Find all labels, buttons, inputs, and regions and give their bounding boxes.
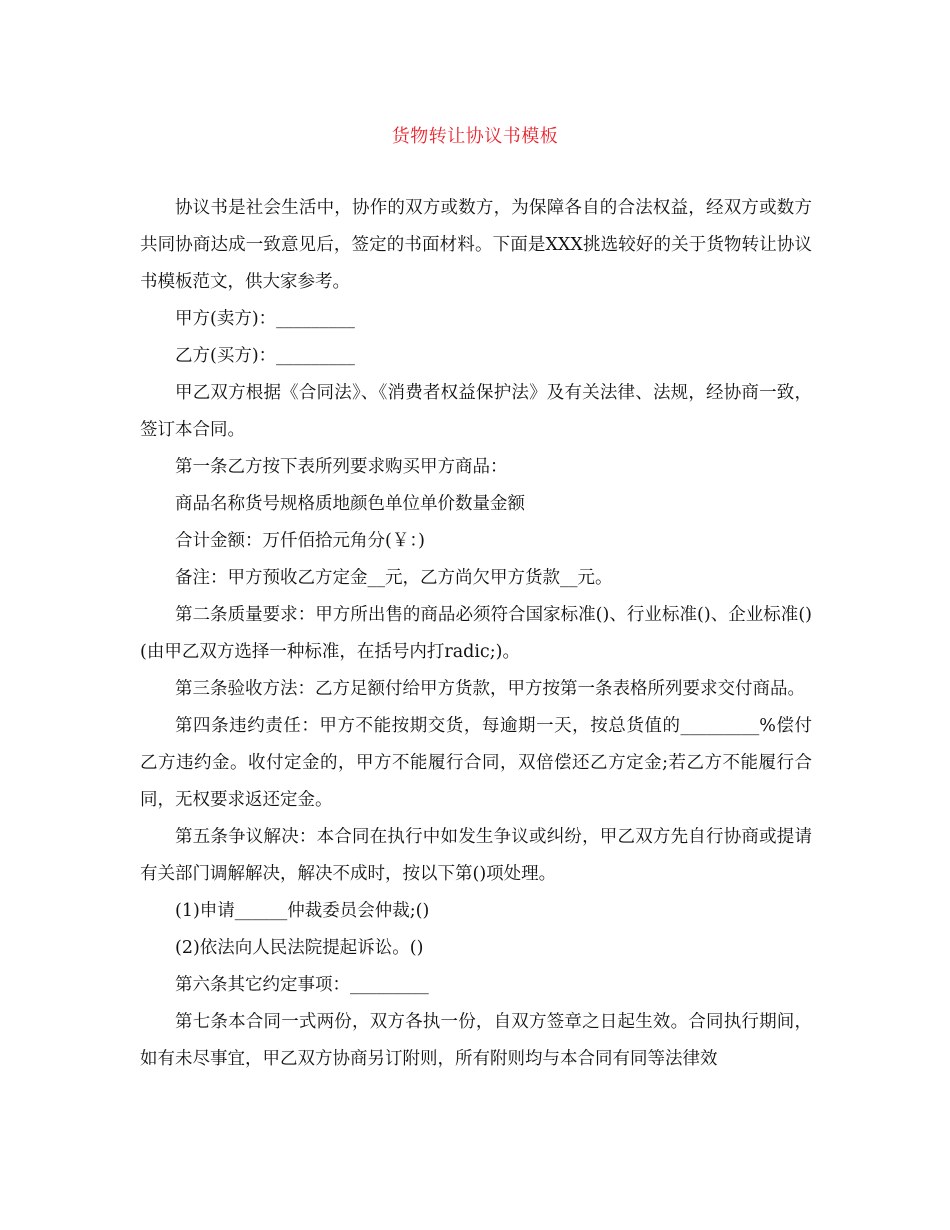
paragraph-article-2: 第二条质量要求：甲方所出售的商品必须符合国家标准()、行业标准()、企业标准()(由甲乙双方选择一种标准，在括号内打radic;)。	[140, 605, 812, 662]
paragraph-article-5: 第五条争议解决：本合同在执行中如发生争议或纠纷，甲乙双方先自行协商或提请有关部门调解解决，解决不成时，按以下第()项处理。	[140, 827, 812, 884]
paragraph-party-b: 乙方(买方)：_________	[175, 346, 355, 366]
paragraph-agreement-basis: 甲乙双方根据《合同法》、《消费者权益保护法》及有关法律、法规，经协商一致，签订本合同。	[140, 383, 812, 440]
paragraph-arbitration: (1)申请______仲裁委员会仲裁;()	[175, 901, 430, 921]
paragraph-article-7: 第七条本合同一式两份，双方各执一份，自双方签章之日起生效。合同执行期间，如有未尽事宜，甲乙双方协商另订附则，所有附则均与本合同有同等法律效	[140, 1012, 812, 1069]
document-title: 货物转让协议书模板	[391, 126, 559, 147]
document-body	[140, 190, 812, 1078]
paragraph-intro: 协议书是社会生活中，协作的双方或数方，为保障各自的合法权益，经双方或数方共同协商达成一致意见后，签定的书面材料。下面是XXX挑选较好的关于货物转让协议书模板范文，供大家参考。	[140, 198, 812, 292]
paragraph-litigation: (2)依法向人民法院提起诉讼。()	[175, 938, 424, 958]
paragraph-article-6: 第六条其它约定事项：_________	[175, 975, 429, 995]
paragraph-remarks: 备注：甲方预收乙方定金__元，乙方尚欠甲方货款__元。	[175, 568, 613, 588]
paragraph-article-4: 第四条违约责任：甲方不能按期交货，每逾期一天，按总货值的_________%偿付乙方违约金。收付定金的，甲方不能履行合同，双倍偿还乙方定金;若乙方不能履行合同，无权要求返还定金。	[140, 716, 812, 810]
paragraph-total-amount: 合计金额：万仟佰拾元角分(￥：)	[175, 531, 425, 551]
paragraph-goods-header: 商品名称货号规格质地颜色单位单价数量金额	[175, 494, 525, 514]
paragraph-article-3: 第三条验收方法：乙方足额付给甲方货款，甲方按第一条表格所列要求交付商品。	[175, 679, 805, 699]
paragraph-party-a: 甲方(卖方)：_________	[175, 309, 355, 329]
paragraph-article-1: 第一条乙方按下表所列要求购买甲方商品：	[175, 457, 508, 477]
